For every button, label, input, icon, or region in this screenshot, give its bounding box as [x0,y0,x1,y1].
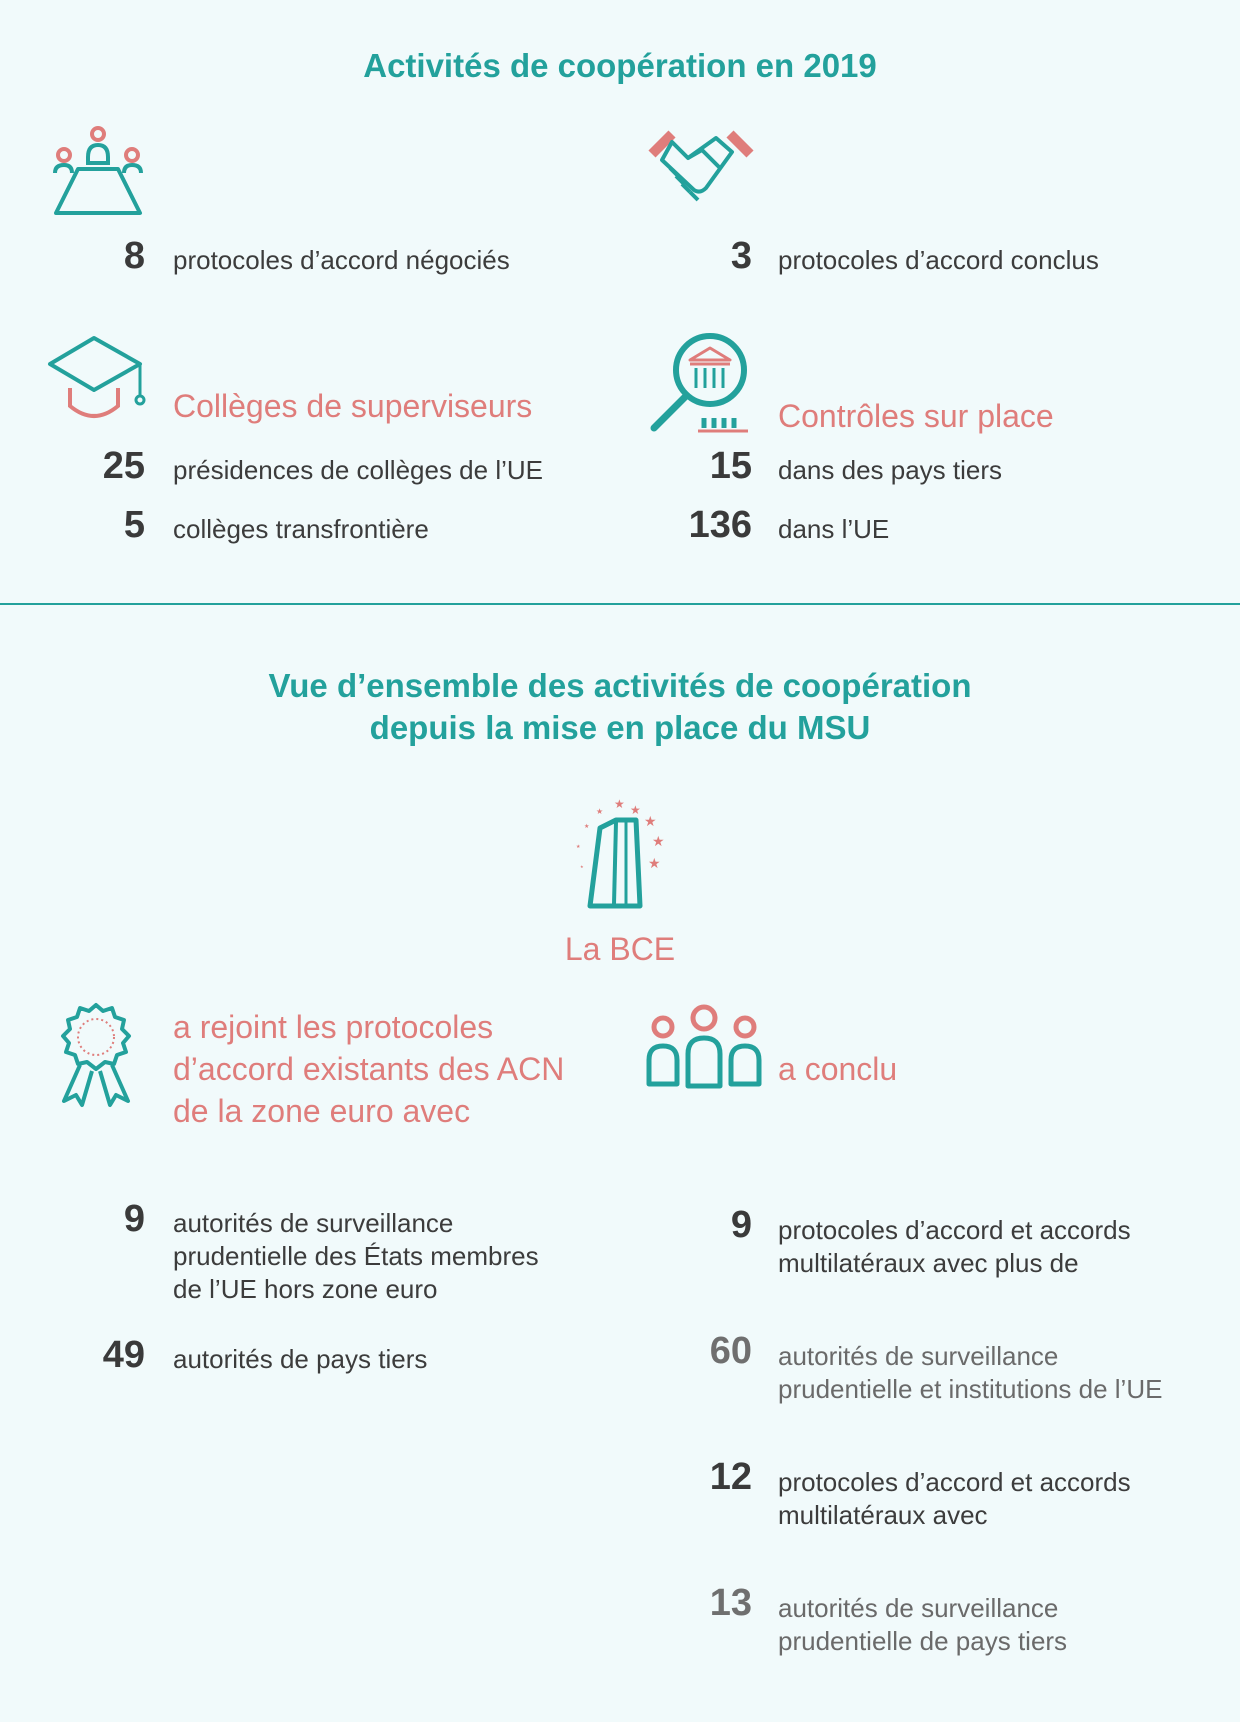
colleges-row-value: 5 [123,504,145,546]
svg-text:★: ★ [576,844,581,850]
concluded-row-line: protocoles d’accord et accords [778,1215,1131,1245]
concluded-row-value: 12 [709,1456,752,1498]
svg-text:★: ★ [584,823,590,830]
inspections-row-label: dans l’UE [778,514,890,544]
svg-text:★: ★ [580,864,584,869]
concluded-row-line: multilatéraux avec plus de [778,1248,1079,1278]
ecb-label: La BCE [564,931,676,967]
mou-concluded-value: 3 [730,235,752,277]
concluded-row-line: prudentielle de pays tiers [778,1626,1068,1656]
colleges-row-value: 25 [102,445,145,487]
concluded-heading: a conclu [778,1051,898,1087]
joined-heading-line: de la zone euro avec [173,1093,471,1129]
svg-text:★: ★ [648,856,661,872]
svg-text:★: ★ [630,803,641,817]
mou-concluded-label: protocoles d’accord conclus [778,245,1099,275]
joined-row-line: de l’UE hors zone euro [173,1274,438,1304]
meeting-table-icon [50,125,146,217]
concluded-row-line: protocoles d’accord et accords [778,1467,1131,1497]
people-group-icon [646,1004,762,1088]
colleges-row-label: présidences de collèges de l’UE [173,455,543,485]
inspections-row-value: 15 [709,445,752,487]
concluded-row-value: 9 [730,1204,752,1246]
concluded-row-line: autorités de surveillance [778,1341,1059,1371]
rosette-ribbon-icon [58,1003,134,1107]
ecb-tower-stars-icon [570,798,670,908]
section-divider [0,603,1240,605]
svg-text:★: ★ [652,834,665,850]
inspections-row-value: 136 [688,504,752,546]
section2-title-line2: depuis la mise en place du MSU [369,709,871,746]
mou-negotiated-value: 8 [123,235,145,277]
joined-heading-line: a rejoint les protocoles [173,1009,494,1045]
colleges-heading: Collèges de superviseurs [173,388,533,424]
concluded-row-value: 13 [709,1582,752,1624]
concluded-row-value: 60 [709,1330,752,1372]
colleges-row-label: collèges transfrontière [173,514,429,544]
svg-text:★: ★ [596,807,604,816]
joined-heading-line: d’accord existants des ACN [173,1051,565,1087]
inspections-row-label: dans des pays tiers [778,455,1003,485]
handshake-icon [648,128,754,212]
mou-negotiated-label: protocoles d’accord négociés [173,245,510,275]
section2-title-line1: Vue d’ensemble des activités de coopération [268,667,972,704]
joined-row-value: 49 [102,1334,145,1376]
concluded-row-line: multilatéraux avec [778,1500,988,1530]
svg-text:★: ★ [614,797,625,811]
joined-row-line: prudentielle des États membres [173,1241,539,1271]
section1-title: Activités de coopération en 2019 [363,47,877,84]
joined-row-line: autorités de surveillance [173,1208,454,1238]
svg-text:★: ★ [644,814,657,830]
concluded-row-line: autorités de surveillance [778,1593,1059,1623]
graduation-cap-icon [48,334,148,426]
joined-row-line: autorités de pays tiers [173,1344,428,1374]
inspections-heading: Contrôles sur place [778,398,1054,434]
concluded-row-line: prudentielle et institutions de l’UE [778,1374,1163,1404]
magnifier-bank-icon [648,330,754,434]
joined-row-value: 9 [123,1198,145,1240]
